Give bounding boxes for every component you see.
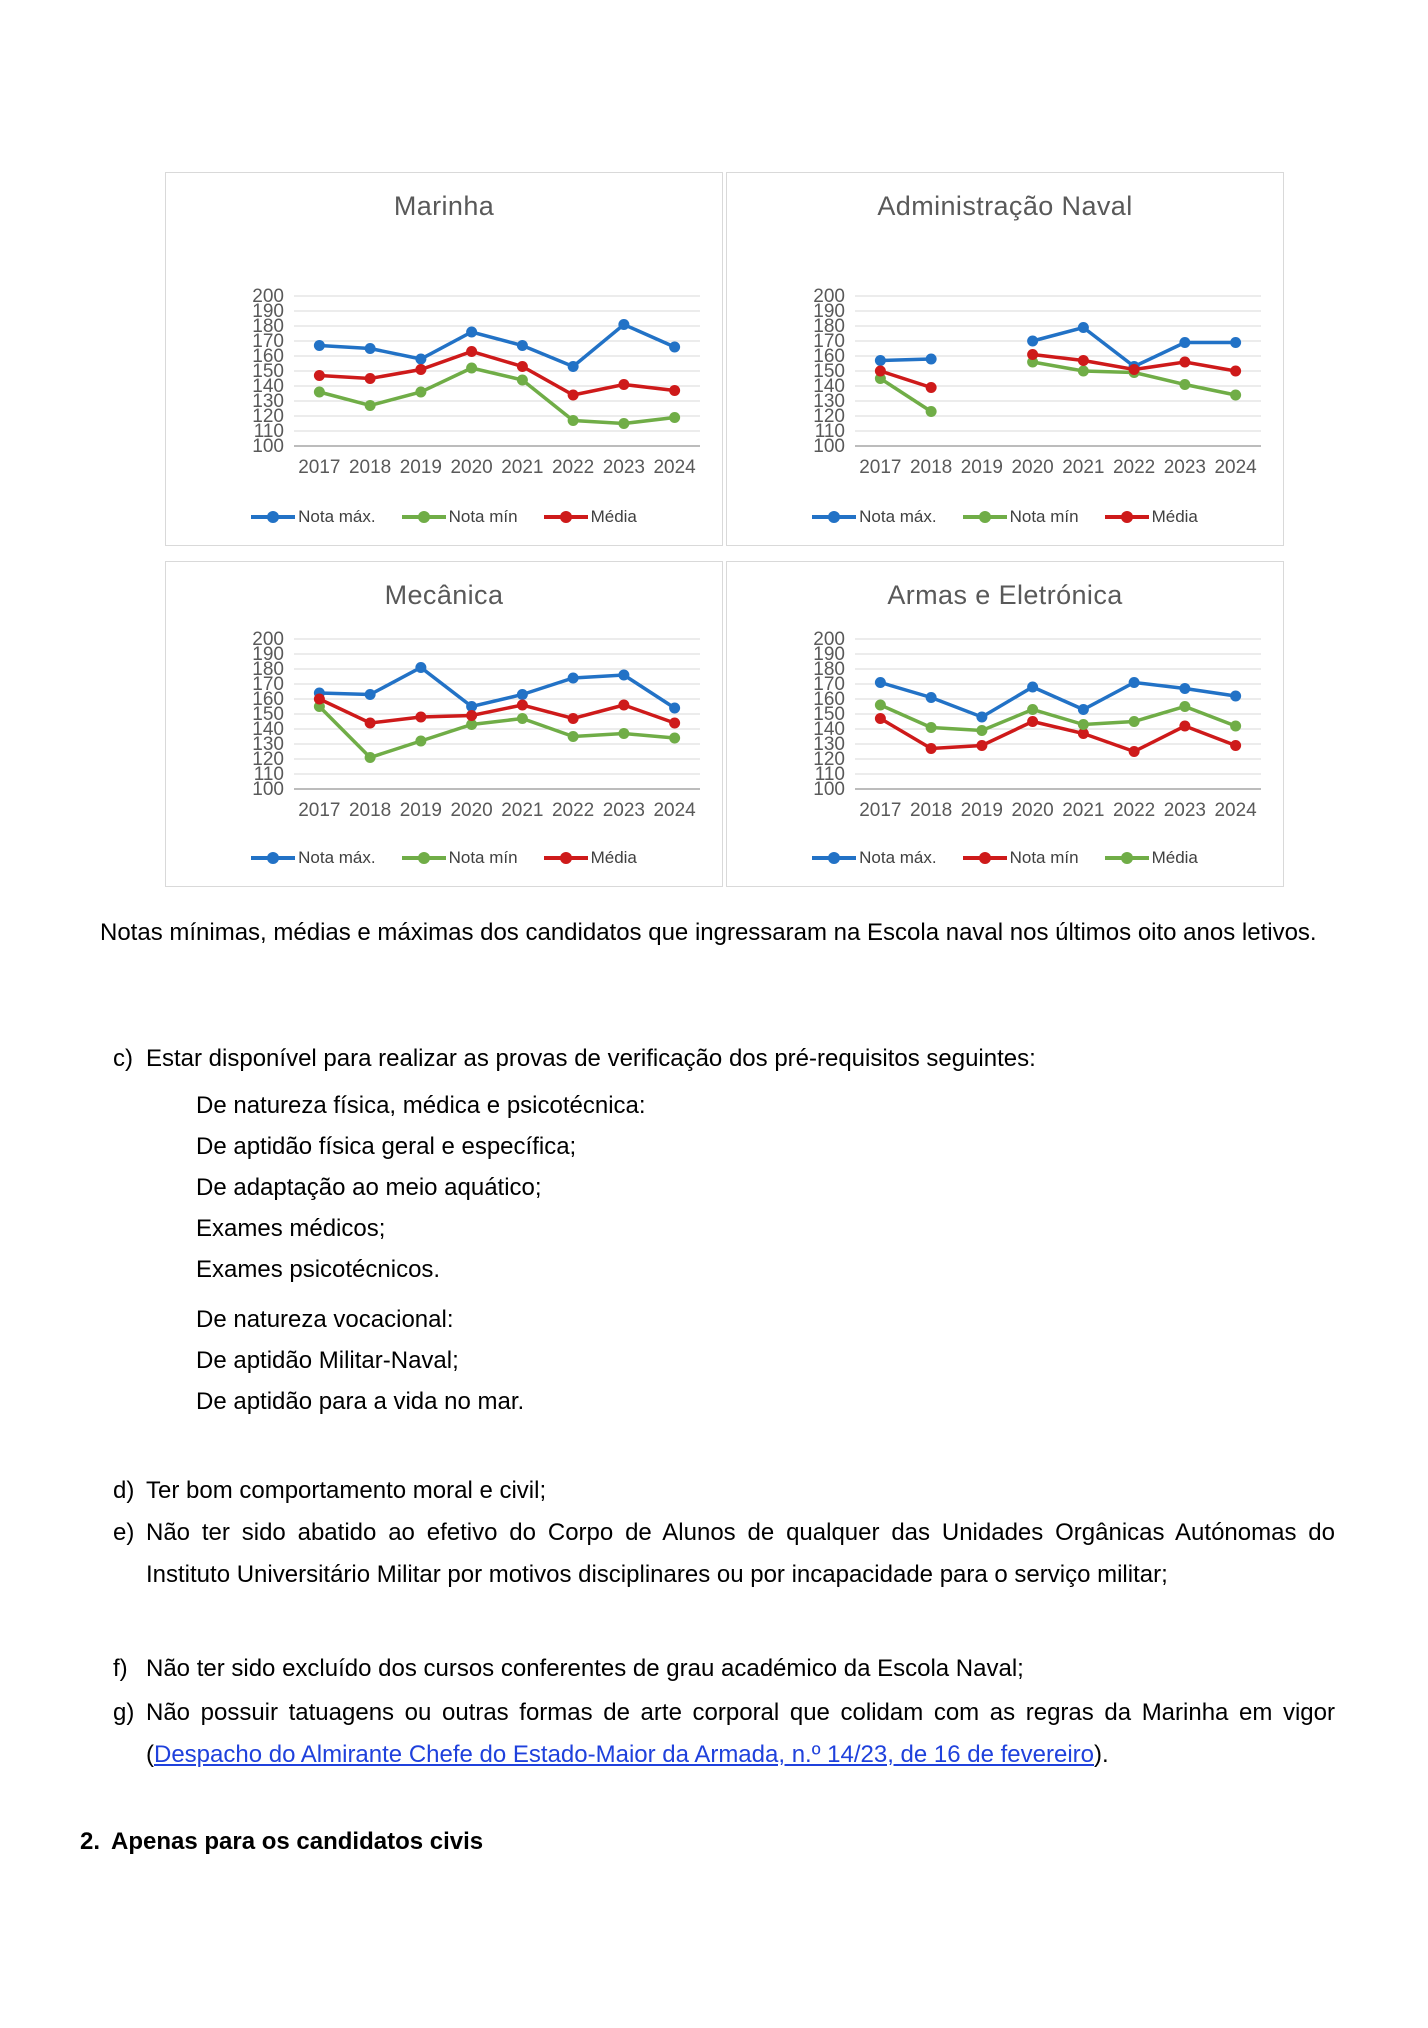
svg-text:2022: 2022 — [1112, 800, 1156, 821]
legend-item — [1105, 507, 1198, 527]
chart-title: Mecânica — [384, 580, 504, 610]
svg-text:2024: 2024 — [1214, 457, 1257, 478]
legend-label: Nota máx. — [298, 848, 376, 867]
section-title: Apenas para os candidatos civis — [111, 1828, 484, 1855]
list-item: De natureza física, médica e psicotécnica: — [196, 1092, 646, 1119]
legend-label: Nota mín — [1009, 848, 1079, 867]
legend-label: Média — [1151, 507, 1198, 526]
svg-text:2023: 2023 — [602, 457, 646, 478]
svg-text:2022: 2022 — [551, 800, 595, 821]
svg-text:120: 120 — [813, 749, 845, 770]
svg-text:2023: 2023 — [602, 800, 646, 821]
item-label: d) — [113, 1477, 135, 1504]
chart-title: Marinha — [393, 191, 495, 221]
svg-text:160: 160 — [813, 689, 845, 710]
legend-line-marker-icon — [251, 515, 295, 519]
chart-mecanica — [165, 561, 723, 887]
list-item: Exames psicotécnicos. — [196, 1256, 441, 1283]
legend-item — [544, 848, 637, 868]
svg-text:180: 180 — [813, 316, 845, 337]
list-item: De natureza vocacional: — [196, 1306, 454, 1333]
legend-line-marker-icon — [402, 515, 446, 519]
line-chart — [182, 631, 706, 827]
legend-line-marker-icon — [812, 856, 856, 860]
svg-text:110: 110 — [814, 421, 845, 442]
line-chart — [743, 288, 1267, 484]
legend-line-marker-icon — [544, 515, 588, 519]
item-text: Não ter sido abatido ao efetivo do Corpo de Alunos de qualquer das Unidades Orgânicas Autónomas do Instituto Universitário Militar por motivos disciplinares ou por incapacidade para o serviço militar; — [146, 1519, 1335, 1588]
item-text: Não ter sido excluído dos cursos conferentes de grau académico da Escola Naval; — [146, 1655, 1024, 1682]
svg-text:110: 110 — [814, 764, 845, 785]
svg-text:2024: 2024 — [653, 457, 696, 478]
legend-item — [963, 848, 1079, 868]
svg-text:2017: 2017 — [859, 800, 902, 821]
list-item: De aptidão física geral e específica; — [196, 1133, 577, 1160]
svg-text:140: 140 — [813, 376, 845, 397]
svg-text:2018: 2018 — [909, 457, 953, 478]
legend-item — [251, 848, 375, 868]
svg-text:190: 190 — [252, 644, 284, 665]
svg-text:2019: 2019 — [960, 800, 1004, 821]
svg-text:140: 140 — [252, 719, 284, 740]
chart-title: Armas e Eletrónica — [887, 580, 1123, 610]
item-label: c) — [113, 1045, 133, 1072]
line-chart-canvas — [182, 288, 706, 484]
despacho-link[interactable]: Despacho do Almirante Chefe do Estado-Maior da Armada, n.º 14/23, de 16 de fevereiro — [154, 1741, 1094, 1768]
legend-line-marker-icon — [402, 856, 446, 860]
legend-item — [963, 507, 1079, 527]
legend-item — [1105, 848, 1198, 868]
svg-text:160: 160 — [813, 346, 845, 367]
svg-text:2020: 2020 — [1011, 800, 1054, 821]
svg-text:2020: 2020 — [450, 800, 493, 821]
svg-text:200: 200 — [252, 631, 284, 650]
svg-text:2019: 2019 — [399, 457, 443, 478]
svg-text:160: 160 — [252, 346, 284, 367]
section-heading-2 — [80, 1828, 483, 1856]
svg-text:170: 170 — [813, 674, 845, 695]
svg-text:140: 140 — [252, 376, 284, 397]
svg-text:180: 180 — [813, 659, 845, 680]
svg-text:150: 150 — [813, 361, 845, 382]
item-text: ). — [1094, 1741, 1109, 1768]
legend-label: Nota mín — [448, 507, 518, 526]
svg-text:100: 100 — [813, 779, 845, 800]
legend-line-marker-icon — [963, 856, 1007, 860]
svg-text:170: 170 — [252, 331, 284, 352]
svg-text:2019: 2019 — [399, 800, 443, 821]
legend-line-marker-icon — [1105, 856, 1149, 860]
list-item: De adaptação ao meio aquático; — [196, 1174, 542, 1201]
svg-text:150: 150 — [252, 704, 284, 725]
svg-text:2024: 2024 — [653, 800, 696, 821]
svg-text:2021: 2021 — [1062, 457, 1105, 478]
svg-text:2017: 2017 — [859, 457, 902, 478]
list-item-c — [113, 1038, 1335, 1080]
list-item-d — [113, 1470, 546, 1512]
item-label: g) — [113, 1699, 135, 1726]
legend-label: Nota máx. — [859, 848, 937, 867]
svg-text:140: 140 — [813, 719, 845, 740]
item-text: Ter bom comportamento moral e civil; — [146, 1477, 547, 1504]
svg-text:2024: 2024 — [1214, 800, 1257, 821]
svg-text:200: 200 — [252, 288, 284, 307]
svg-text:2023: 2023 — [1163, 457, 1207, 478]
legend-label: Média — [1151, 848, 1198, 867]
legend-label: Média — [590, 848, 637, 867]
line-chart — [182, 288, 706, 484]
legend-label: Nota mín — [448, 848, 518, 867]
svg-text:2018: 2018 — [348, 800, 392, 821]
legend-label: Média — [590, 507, 637, 526]
svg-text:160: 160 — [252, 689, 284, 710]
svg-text:190: 190 — [813, 644, 845, 665]
legend-line-marker-icon — [544, 856, 588, 860]
svg-text:2018: 2018 — [909, 800, 953, 821]
list-item-e — [113, 1512, 1335, 1596]
chart-marinha — [165, 172, 723, 546]
chart-legend — [812, 846, 1198, 870]
svg-text:2020: 2020 — [1011, 457, 1054, 478]
chart-legend — [812, 505, 1198, 529]
list-item: De aptidão Militar-Naval; — [196, 1347, 459, 1374]
legend-line-marker-icon — [812, 515, 856, 519]
svg-text:2021: 2021 — [501, 457, 544, 478]
svg-text:170: 170 — [252, 674, 284, 695]
svg-text:2017: 2017 — [298, 457, 341, 478]
legend-line-marker-icon — [251, 856, 295, 860]
chart-administracao-naval — [726, 172, 1284, 546]
line-chart-canvas — [743, 631, 1267, 827]
svg-text:130: 130 — [813, 734, 845, 755]
item-text: Estar disponível para realizar as provas de verificação dos pré-requisitos seguintes: — [146, 1045, 1036, 1072]
svg-text:100: 100 — [813, 436, 845, 457]
legend-item — [251, 507, 375, 527]
svg-text:170: 170 — [813, 331, 845, 352]
legend-line-marker-icon — [963, 515, 1007, 519]
item-label: e) — [113, 1519, 135, 1546]
svg-text:2021: 2021 — [1062, 800, 1105, 821]
chart-legend — [251, 505, 637, 529]
legend-line-marker-icon — [1105, 515, 1149, 519]
svg-text:200: 200 — [813, 288, 845, 307]
svg-text:190: 190 — [813, 301, 845, 322]
svg-text:100: 100 — [252, 436, 284, 457]
section-number: 2. — [80, 1828, 101, 1855]
svg-text:2022: 2022 — [551, 457, 595, 478]
svg-text:120: 120 — [813, 406, 845, 427]
svg-text:2019: 2019 — [960, 457, 1004, 478]
svg-text:150: 150 — [252, 361, 284, 382]
svg-text:130: 130 — [252, 391, 284, 412]
legend-item — [402, 507, 518, 527]
line-chart — [743, 631, 1267, 827]
list-item-f — [113, 1648, 1024, 1690]
svg-text:2023: 2023 — [1163, 800, 1207, 821]
svg-text:110: 110 — [253, 764, 284, 785]
svg-text:180: 180 — [252, 316, 284, 337]
svg-text:2020: 2020 — [450, 457, 493, 478]
line-chart-canvas — [743, 288, 1267, 484]
chart-legend — [251, 846, 637, 870]
legend-item — [812, 848, 936, 868]
prerequisites-list — [196, 1085, 646, 1422]
list-item-g — [113, 1692, 1335, 1776]
svg-text:150: 150 — [813, 704, 845, 725]
svg-text:130: 130 — [813, 391, 845, 412]
chart-armas-eletronica — [726, 561, 1284, 887]
legend-item — [812, 507, 936, 527]
list-item: Exames médicos; — [196, 1215, 386, 1242]
svg-text:130: 130 — [252, 734, 284, 755]
svg-text:100: 100 — [252, 779, 284, 800]
figure-charts — [165, 172, 1284, 887]
figure-caption: Notas mínimas, médias e máximas dos candidatos que ingressaram na Escola naval nos últimos oito anos letivos. — [100, 919, 1317, 946]
svg-text:200: 200 — [813, 631, 845, 650]
legend-label: Nota mín — [1009, 507, 1079, 526]
svg-text:2018: 2018 — [348, 457, 392, 478]
line-chart-canvas — [182, 631, 706, 827]
svg-text:2022: 2022 — [1112, 457, 1156, 478]
svg-text:2017: 2017 — [298, 800, 341, 821]
legend-item — [544, 507, 637, 527]
svg-text:120: 120 — [252, 406, 284, 427]
chart-title: Administração Naval — [877, 191, 1133, 221]
svg-text:110: 110 — [253, 421, 284, 442]
svg-text:120: 120 — [252, 749, 284, 770]
svg-text:2021: 2021 — [501, 800, 544, 821]
legend-label: Nota máx. — [859, 507, 937, 526]
legend-label: Nota máx. — [298, 507, 376, 526]
legend-item — [402, 848, 518, 868]
svg-text:190: 190 — [252, 301, 284, 322]
svg-text:180: 180 — [252, 659, 284, 680]
item-label: f) — [113, 1655, 128, 1682]
list-item: De aptidão para a vida no mar. — [196, 1388, 525, 1415]
item-text: Não possuir tatuagens ou outras formas de arte corporal que colidam com as regras da Marinha em vigor ( — [146, 1699, 1335, 1768]
